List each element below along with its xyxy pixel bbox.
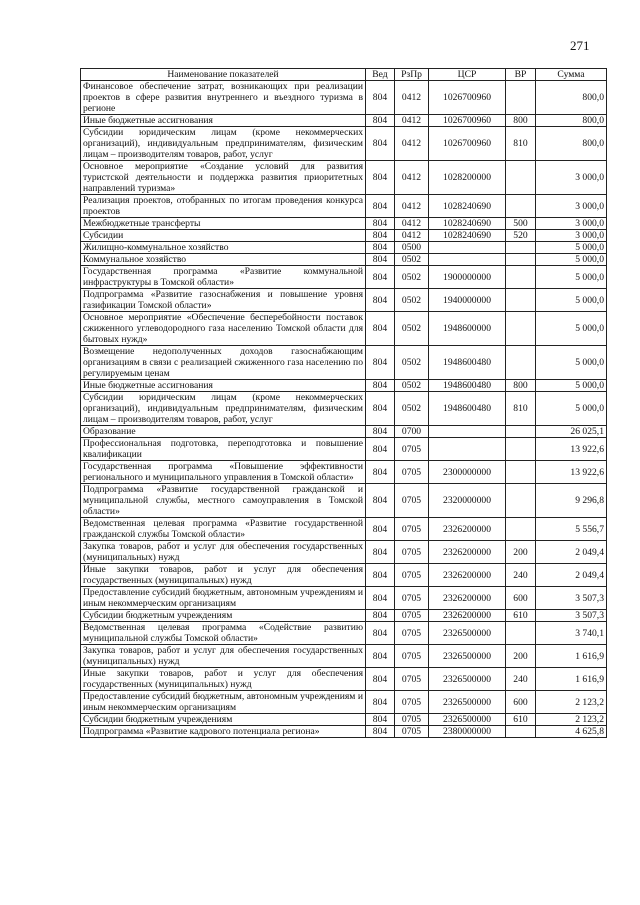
row-csr: 2326200000: [429, 564, 506, 587]
row-sum: 800,0: [536, 127, 607, 161]
row-rzpr: 0705: [395, 461, 429, 484]
row-sum: 5 000,0: [536, 312, 607, 346]
row-csr: 2326500000: [429, 714, 506, 726]
row-rzpr: 0705: [395, 438, 429, 461]
table-row: [81, 484, 607, 518]
table-row: [81, 622, 607, 645]
row-rzpr: 0412: [395, 195, 429, 218]
table-row: [81, 289, 607, 312]
table-row: [81, 714, 607, 726]
row-name: Субсидии: [81, 230, 366, 242]
header-sum: Сумма: [536, 69, 607, 81]
row-rzpr: 0705: [395, 691, 429, 714]
row-csr: 2326200000: [429, 587, 506, 610]
row-rzpr: 0502: [395, 289, 429, 312]
row-rzpr: 0705: [395, 622, 429, 645]
table-row: [81, 426, 607, 438]
row-ved: 804: [366, 564, 395, 587]
row-name: Подпрограмма «Развитие государственной гражданской и муниципальной службы, местного самоуправления в Томской области»: [81, 484, 366, 518]
row-ved: 804: [366, 380, 395, 392]
table-row: [81, 691, 607, 714]
row-vr: 800: [506, 380, 536, 392]
row-csr: 1026700960: [429, 115, 506, 127]
table-row: [81, 115, 607, 127]
row-csr: 2326500000: [429, 668, 506, 691]
row-vr: 500: [506, 218, 536, 230]
row-rzpr: 0502: [395, 266, 429, 289]
row-ved: 804: [366, 312, 395, 346]
row-vr: [506, 161, 536, 195]
row-vr: [506, 266, 536, 289]
row-rzpr: 0705: [395, 564, 429, 587]
row-vr: 600: [506, 691, 536, 714]
row-name: Основное мероприятие «Создание условий для развития туристской деятельности и поддержка развития приоритетных направлений туризма»: [81, 161, 366, 195]
row-ved: 804: [366, 622, 395, 645]
header-vr: ВР: [506, 69, 536, 81]
table-row: [81, 195, 607, 218]
row-csr: 1948600480: [429, 346, 506, 380]
row-vr: [506, 81, 536, 115]
row-rzpr: 0705: [395, 587, 429, 610]
row-ved: 804: [366, 392, 395, 426]
row-sum: 26 025,1: [536, 426, 607, 438]
row-name: Коммунальное хозяйство: [81, 254, 366, 266]
row-name: Подпрограмма «Развитие кадрового потенциала региона»: [81, 726, 366, 738]
row-csr: [429, 438, 506, 461]
table-row: [81, 312, 607, 346]
row-sum: 3 507,3: [536, 610, 607, 622]
row-rzpr: 0502: [395, 312, 429, 346]
row-name: Реализация проектов, отобранных по итогам проведения конкурса проектов: [81, 195, 366, 218]
row-vr: [506, 438, 536, 461]
row-sum: 1 616,9: [536, 668, 607, 691]
row-ved: 804: [366, 714, 395, 726]
row-rzpr: 0705: [395, 714, 429, 726]
table-row: [81, 230, 607, 242]
row-vr: 610: [506, 714, 536, 726]
row-sum: 2 049,4: [536, 541, 607, 564]
row-ved: 804: [366, 127, 395, 161]
row-name: Финансовое обеспечение затрат, возникающих при реализации проектов в сфере развития внутреннего и въездного туризма в регионе: [81, 81, 366, 115]
row-sum: 3 000,0: [536, 230, 607, 242]
table-row: [81, 518, 607, 541]
row-sum: 13 922,6: [536, 438, 607, 461]
table-body: [81, 81, 607, 738]
row-sum: 800,0: [536, 115, 607, 127]
row-csr: 2380000000: [429, 726, 506, 738]
row-rzpr: 0705: [395, 484, 429, 518]
row-csr: 1940000000: [429, 289, 506, 312]
row-sum: 4 625,8: [536, 726, 607, 738]
row-rzpr: 0705: [395, 645, 429, 668]
row-ved: 804: [366, 218, 395, 230]
row-vr: 200: [506, 541, 536, 564]
row-name: Иные закупки товаров, работ и услуг для обеспечения государственных (муниципальных) нужд: [81, 564, 366, 587]
row-name: Закупка товаров, работ и услуг для обеспечения государственных (муниципальных) нужд: [81, 645, 366, 668]
row-sum: 5 000,0: [536, 289, 607, 312]
row-vr: [506, 484, 536, 518]
row-csr: 1948600480: [429, 392, 506, 426]
table-row: [81, 266, 607, 289]
row-rzpr: 0500: [395, 242, 429, 254]
row-rzpr: 0412: [395, 161, 429, 195]
table-row: [81, 726, 607, 738]
row-vr: [506, 346, 536, 380]
table-row: [81, 587, 607, 610]
row-vr: 800: [506, 115, 536, 127]
row-csr: 1026700960: [429, 127, 506, 161]
row-ved: 804: [366, 254, 395, 266]
row-csr: [429, 426, 506, 438]
row-ved: 804: [366, 518, 395, 541]
row-ved: 804: [366, 645, 395, 668]
row-ved: 804: [366, 461, 395, 484]
row-sum: 5 000,0: [536, 346, 607, 380]
row-sum: 9 296,8: [536, 484, 607, 518]
row-ved: 804: [366, 484, 395, 518]
row-sum: 800,0: [536, 81, 607, 115]
row-csr: 1900000000: [429, 266, 506, 289]
row-rzpr: 0705: [395, 668, 429, 691]
row-ved: 804: [366, 346, 395, 380]
row-sum: 3 000,0: [536, 161, 607, 195]
row-sum: 5 556,7: [536, 518, 607, 541]
row-name: Предоставление субсидий бюджетным, автономным учреждениям и иным некоммерческим организациям: [81, 691, 366, 714]
row-ved: 804: [366, 541, 395, 564]
table-row: [81, 254, 607, 266]
table-row: [81, 564, 607, 587]
header-ved: Вед: [366, 69, 395, 81]
row-name: Закупка товаров, работ и услуг для обеспечения государственных (муниципальных) нужд: [81, 541, 366, 564]
row-sum: 1 616,9: [536, 645, 607, 668]
row-sum: 3 740,1: [536, 622, 607, 645]
header-csr: ЦСР: [429, 69, 506, 81]
table-row: [81, 161, 607, 195]
row-name: Подпрограмма «Развитие газоснабжения и повышение уровня газификации Томской области»: [81, 289, 366, 312]
row-csr: 1948600000: [429, 312, 506, 346]
row-name: Иные бюджетные ассигнования: [81, 380, 366, 392]
row-rzpr: 0412: [395, 127, 429, 161]
row-vr: 520: [506, 230, 536, 242]
row-csr: 2326200000: [429, 610, 506, 622]
row-csr: 2326200000: [429, 541, 506, 564]
row-vr: [506, 242, 536, 254]
table-row: [81, 668, 607, 691]
table-row: [81, 81, 607, 115]
row-csr: [429, 242, 506, 254]
row-name: Основное мероприятие «Обеспечение бесперебойности поставок сжиженного углеводородного газа населению Томской области для бытовых нужд»: [81, 312, 366, 346]
row-name: Предоставление субсидий бюджетным, автономным учреждениям и иным некоммерческим организациям: [81, 587, 366, 610]
row-rzpr: 0502: [395, 380, 429, 392]
row-vr: [506, 289, 536, 312]
row-csr: 2300000000: [429, 461, 506, 484]
header-rzpr: РзПр: [395, 69, 429, 81]
row-sum: 2 123,2: [536, 691, 607, 714]
row-rzpr: 0700: [395, 426, 429, 438]
row-sum: 13 922,6: [536, 461, 607, 484]
row-rzpr: 0705: [395, 541, 429, 564]
table-row: [81, 242, 607, 254]
table-row: [81, 127, 607, 161]
row-csr: 2326500000: [429, 622, 506, 645]
row-sum: 2 049,4: [536, 564, 607, 587]
row-vr: [506, 726, 536, 738]
row-rzpr: 0705: [395, 518, 429, 541]
row-sum: 5 000,0: [536, 380, 607, 392]
row-sum: 3 507,3: [536, 587, 607, 610]
row-name: Жилищно-коммунальное хозяйство: [81, 242, 366, 254]
header-name: Наименование показателей: [81, 69, 366, 81]
row-ved: 804: [366, 438, 395, 461]
row-ved: 804: [366, 691, 395, 714]
table-row: [81, 392, 607, 426]
row-sum: 5 000,0: [536, 242, 607, 254]
row-rzpr: 0705: [395, 726, 429, 738]
row-name: Субсидии юридическим лицам (кроме некоммерческих организаций), индивидуальным предпринимателям, физическим лицам – производителям товаров, работ, услуг: [81, 392, 366, 426]
row-rzpr: 0502: [395, 254, 429, 266]
budget-table: [80, 68, 607, 738]
row-name: Возмещение недополученных доходов газоснабжающим организациям в связи с реализацией сжиженного газа населению по регулируемым ценам: [81, 346, 366, 380]
row-ved: 804: [366, 289, 395, 312]
table-row: [81, 610, 607, 622]
row-ved: 804: [366, 610, 395, 622]
row-rzpr: 0502: [395, 346, 429, 380]
row-sum: 5 000,0: [536, 266, 607, 289]
row-vr: [506, 254, 536, 266]
row-rzpr: 0412: [395, 230, 429, 242]
row-csr: 1028200000: [429, 161, 506, 195]
row-csr: 1028240690: [429, 230, 506, 242]
row-name: Образование: [81, 426, 366, 438]
row-ved: 804: [366, 230, 395, 242]
row-sum: 3 000,0: [536, 218, 607, 230]
table-row: [81, 438, 607, 461]
row-rzpr: 0705: [395, 610, 429, 622]
row-csr: 1948600480: [429, 380, 506, 392]
table-row: [81, 346, 607, 380]
row-csr: 1026700960: [429, 81, 506, 115]
table-row: [81, 218, 607, 230]
row-ved: 804: [366, 81, 395, 115]
row-rzpr: 0412: [395, 115, 429, 127]
row-csr: 2320000000: [429, 484, 506, 518]
row-name: Иные бюджетные ассигнования: [81, 115, 366, 127]
row-vr: [506, 622, 536, 645]
table-row: [81, 541, 607, 564]
row-rzpr: 0502: [395, 392, 429, 426]
row-vr: 240: [506, 668, 536, 691]
row-vr: 810: [506, 127, 536, 161]
row-name: Иные закупки товаров, работ и услуг для обеспечения государственных (муниципальных) нужд: [81, 668, 366, 691]
row-ved: 804: [366, 426, 395, 438]
row-csr: 2326500000: [429, 645, 506, 668]
row-vr: 200: [506, 645, 536, 668]
row-name: Межбюджетные трансферты: [81, 218, 366, 230]
row-rzpr: 0412: [395, 81, 429, 115]
row-csr: 1028240690: [429, 195, 506, 218]
row-name: Профессиональная подготовка, переподготовка и повышение квалификации: [81, 438, 366, 461]
row-vr: [506, 426, 536, 438]
row-name: Государственная программа «Развитие коммунальной инфраструктуры в Томской области»: [81, 266, 366, 289]
row-name: Субсидии бюджетным учреждениям: [81, 714, 366, 726]
row-vr: [506, 518, 536, 541]
table-row: [81, 380, 607, 392]
table-header-row: [81, 69, 607, 81]
row-vr: [506, 461, 536, 484]
row-sum: 5 000,0: [536, 392, 607, 426]
row-ved: 804: [366, 195, 395, 218]
row-vr: 610: [506, 610, 536, 622]
row-vr: 600: [506, 587, 536, 610]
row-name: Государственная программа «Повышение эффективности регионального и муниципального управления в Томской области»: [81, 461, 366, 484]
row-vr: 240: [506, 564, 536, 587]
row-name: Субсидии бюджетным учреждениям: [81, 610, 366, 622]
row-name: Субсидии юридическим лицам (кроме некоммерческих организаций), индивидуальным предпринимателям, физическим лицам – производителям товаров, работ, услуг: [81, 127, 366, 161]
row-csr: 2326500000: [429, 691, 506, 714]
row-rzpr: 0412: [395, 218, 429, 230]
row-ved: 804: [366, 266, 395, 289]
row-ved: 804: [366, 115, 395, 127]
row-sum: 3 000,0: [536, 195, 607, 218]
row-name: Ведомственная целевая программа «Развитие государственной гражданской службы Томской области»: [81, 518, 366, 541]
row-csr: 2326200000: [429, 518, 506, 541]
row-name: Ведомственная целевая программа «Содействие развитию муниципальной службы Томской области»: [81, 622, 366, 645]
row-ved: 804: [366, 668, 395, 691]
row-csr: 1028240690: [429, 218, 506, 230]
page-number: 271: [570, 38, 590, 53]
row-sum: 5 000,0: [536, 254, 607, 266]
row-vr: [506, 312, 536, 346]
row-ved: 804: [366, 726, 395, 738]
row-vr: 810: [506, 392, 536, 426]
row-ved: 804: [366, 242, 395, 254]
table-row: [81, 461, 607, 484]
table-row: [81, 645, 607, 668]
row-csr: [429, 254, 506, 266]
row-ved: 804: [366, 587, 395, 610]
row-sum: 2 123,2: [536, 714, 607, 726]
row-vr: [506, 195, 536, 218]
row-ved: 804: [366, 161, 395, 195]
